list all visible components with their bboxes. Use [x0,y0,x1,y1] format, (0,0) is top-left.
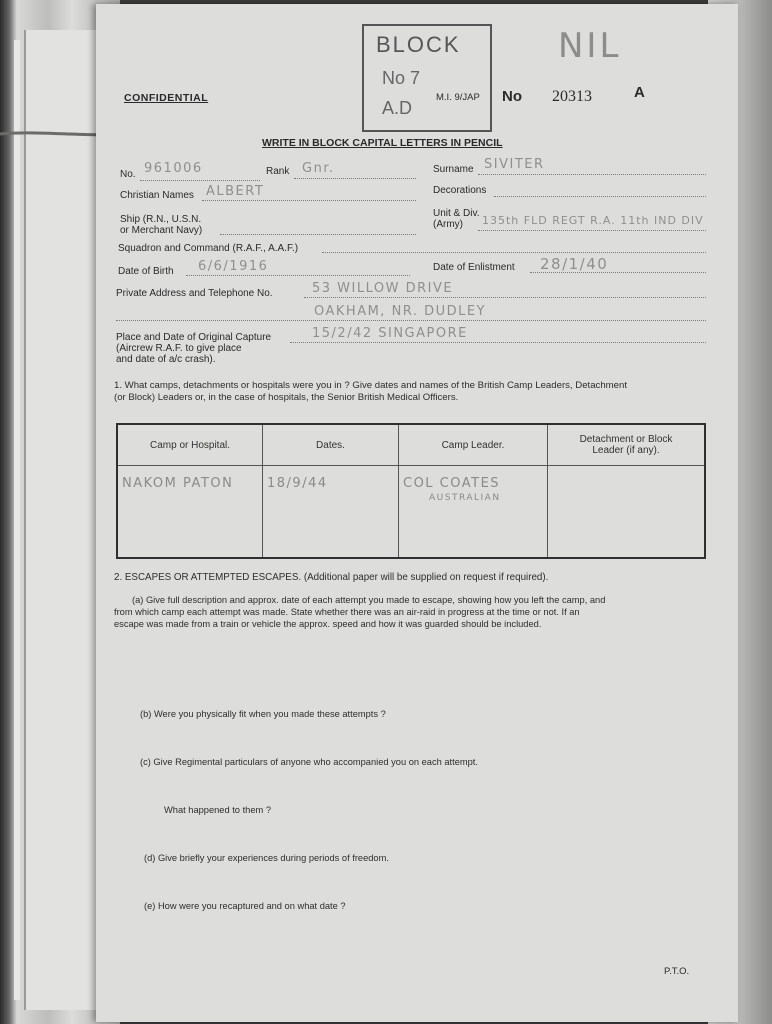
serial-suffix: A [634,84,645,101]
nil-annotation: NIL [558,26,622,66]
no-label: No. [120,169,136,180]
surname-label: Surname [433,164,474,175]
stamp-line-3: A.D [382,98,413,118]
address-value-1: 53 WILLOW DRIVE [312,281,454,296]
no-value: 961006 [144,161,203,176]
address-line-1 [304,297,706,298]
unit-value: 135th FLD REGT R.A. 11th IND DIV [482,214,704,227]
q2a-line-3: escape was made from a train or vehicle the approx. speed and how it was guarded should be included. [114,619,542,629]
col-camp-header: Camp or Hospital. [117,424,263,466]
squadron-line [322,252,706,253]
q2e-text: (e) How were you recaptured and on what date ? [144,901,346,911]
unit-label-1: Unit & Div. [433,208,480,219]
capture-line [290,342,706,343]
q2c-text: (c) Give Regimental particulars of anyone who accompanied you on each attempt. [140,757,478,767]
dob-label: Date of Birth [118,266,174,277]
address-value-2: OAKHAM, NR. DUDLEY [314,304,487,319]
dates-cell [263,466,399,559]
confidential-label: CONFIDENTIAL [124,92,209,104]
unit-label-2: (Army) [433,219,463,230]
questionnaire-sheet [96,4,738,1022]
q2d-text: (d) Give briefly your experiences during periods of freedom. [144,853,389,863]
rank-value: Gnr. [302,161,335,176]
detachment-cell [548,466,706,559]
mi9-ref: M.I. 9/JAP [436,92,480,103]
dates-value: 18/9/44 [267,476,328,491]
enlistment-line [530,272,706,273]
stamp-line-2: No 7 [382,68,421,88]
q1-text-line-2: (or Block) Leaders or, in the case of hospitals, the Senior British Medical Officers. [114,392,459,403]
christian-names-value: ALBERT [206,184,265,199]
decorations-label: Decorations [433,185,487,196]
table-row [117,466,705,559]
serial-no-label: No [502,88,522,105]
christian-names-label: Christian Names [120,190,194,201]
surname-line [478,174,706,175]
enlistment-label: Date of Enlistment [433,262,515,273]
address-line-2 [116,320,706,321]
table-header-row [117,424,705,466]
surname-value: SIVITER [484,157,545,172]
capture-label-3: and date of a/c crash). [116,354,216,365]
rank-label: Rank [266,166,290,177]
q2c-followup-text: What happened to them ? [164,805,271,815]
stamp-line-1: BLOCK [376,32,461,57]
serial-number: 20313 [552,88,592,105]
col-detachment-header: Detachment or Block Leader (if any). [548,424,706,466]
q2-title: 2. ESCAPES OR ATTEMPTED ESCAPES. (Additional paper will be supplied on request if required). [114,572,549,583]
christian-names-line [202,200,416,201]
leader-value: COL COATES [403,476,501,491]
leader-note: AUSTRALIAN [429,493,501,503]
rank-line [294,178,416,179]
ship-label-1: Ship (R.N., U.S.N. [120,214,202,225]
enlistment-value: 28/1/40 [540,255,609,273]
ship-label-2: or Merchant Navy) [120,225,203,236]
no-line [140,180,260,181]
decorations-line [494,196,706,197]
unit-line [478,230,706,231]
squadron-label: Squadron and Command (R.A.F., A.A.F.) [118,243,299,254]
capture-label-2: (Aircrew R.A.F. to give place [116,343,242,354]
capture-value: 15/2/42 SINGAPORE [312,326,468,341]
q2a-line-2: from which camp each attempt was made. State whether there was an air-raid in progress at the time or not. If an [114,607,580,617]
camp-cell [117,466,263,559]
address-label: Private Address and Telephone No. [116,288,273,299]
q2b-text: (b) Were you physically fit when you made these attempts ? [140,709,386,719]
col-leader-header: Camp Leader. [399,424,548,466]
instruction-heading: WRITE IN BLOCK CAPITAL LETTERS IN PENCIL [262,137,503,149]
q2a-line-1: (a) Give full description and approx. date of each attempt you made to escape, showing how you left the camp, and [132,595,606,605]
folder-spine [14,40,20,1000]
dob-line [186,275,410,276]
block-stamp [362,24,492,132]
camp-value: NAKOM PATON [122,476,234,491]
leader-cell [399,466,548,559]
ship-line [220,234,416,235]
dob-value: 6/6/1916 [198,259,269,274]
capture-label-1: Place and Date of Original Capture [116,332,272,343]
col-dates-header: Dates. [263,424,399,466]
pto-label: P.T.O. [664,966,690,977]
camps-table [116,423,706,559]
q1-text-line-1: 1. What camps, detachments or hospitals were you in ? Give dates and names of the British Camp Leaders, Detachment [114,380,627,391]
